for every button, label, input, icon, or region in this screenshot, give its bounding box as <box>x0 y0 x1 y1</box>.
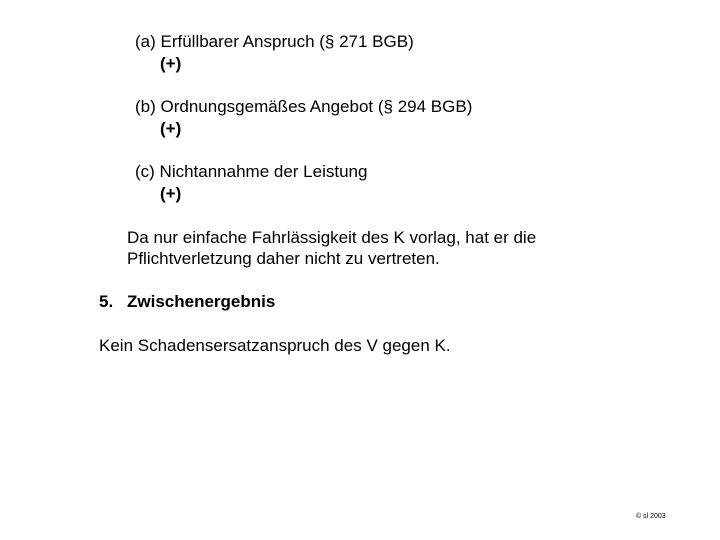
item-b-result: (+) <box>160 119 182 138</box>
item-a-heading: (a) Erfüllbarer Anspruch (§ 271 BGB) <box>135 32 414 51</box>
item-a-result: (+) <box>160 54 182 73</box>
copyright-notice: © sl 2003 <box>636 513 666 520</box>
section-title: Zwischenergebnis <box>127 292 276 311</box>
conclusion-text: Kein Schadensersatzanspruch des V gegen K. <box>99 336 451 355</box>
item-c-result: (+) <box>160 184 182 203</box>
note-line-2: Pflichtverletzung daher nicht zu vertreten. <box>127 249 440 268</box>
item-b-heading: (b) Ordnungsgemäßes Angebot (§ 294 BGB) <box>135 97 473 116</box>
item-c-heading: (c) Nichtannahme der Leistung <box>135 162 368 181</box>
note-line-1: Da nur einfache Fahrlässigkeit des K vorlag, hat er die <box>127 228 537 247</box>
section-number: 5. <box>99 292 114 311</box>
